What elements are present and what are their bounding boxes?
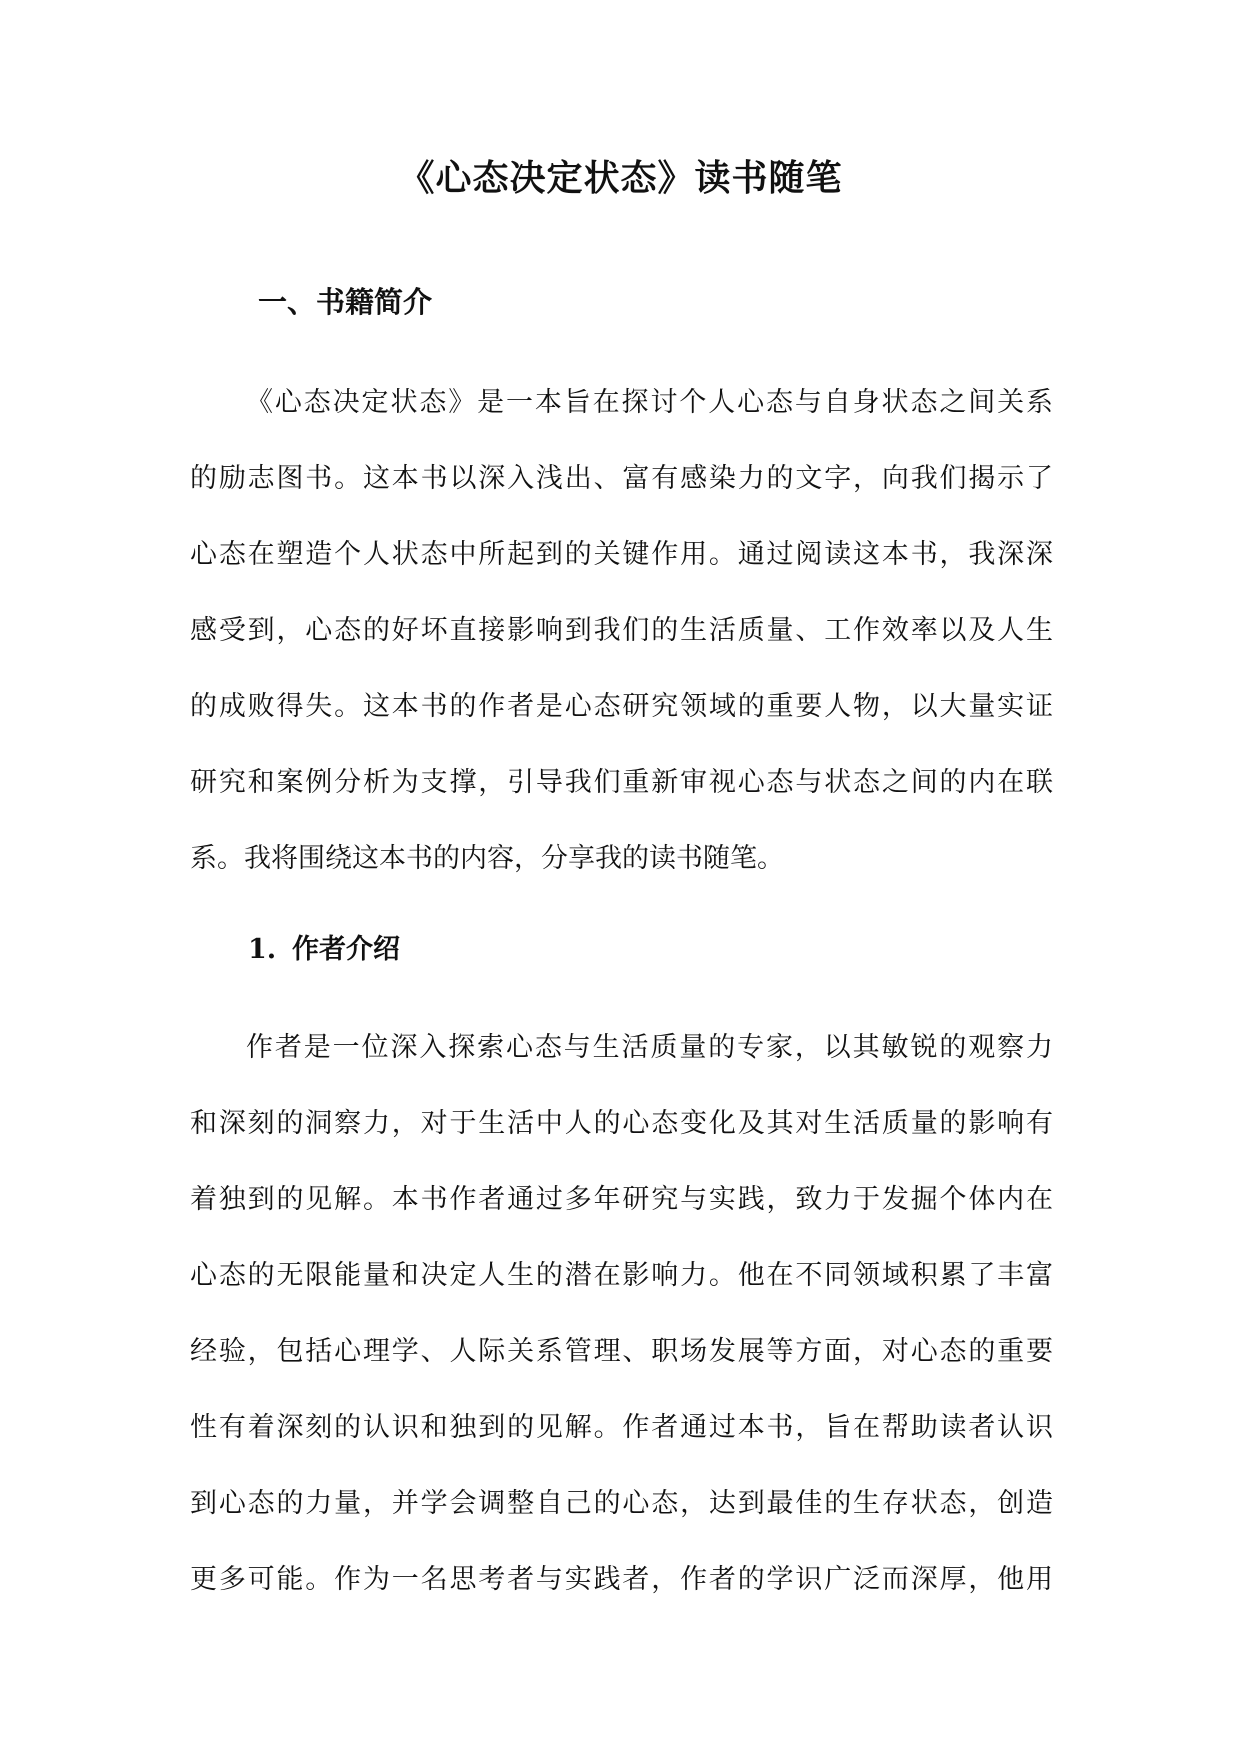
paragraph-line: 感受到，心态的好坏直接影响到我们的生活质量、工作效率以及人生 [190, 615, 1053, 646]
paragraph-line: 着独到的见解。本书作者通过多年研究与实践，致力于发掘个体内在 [190, 1184, 1053, 1215]
paragraph-line: 研究和案例分析为支撑，引导我们重新审视心态与状态之间的内在联 [190, 767, 1053, 798]
subsection-number: 1. [248, 934, 277, 965]
document-title: 《心态决定状态》读书随笔 [398, 157, 843, 199]
paragraph-line: 作者是一位深入探索心态与生活质量的专家，以其敏锐的观察力 [246, 1032, 1053, 1063]
paragraph-line: 到心态的力量，并学会调整自己的心态，达到最佳的生存状态，创造 [190, 1488, 1053, 1519]
paragraph-line: 心态在塑造个人状态中所起到的关键作用。通过阅读这本书，我深深 [190, 539, 1053, 570]
subsection-heading-author-intro [248, 928, 400, 972]
paragraph-line: 性有着深刻的认识和独到的见解。作者通过本书，旨在帮助读者认识 [190, 1412, 1053, 1443]
section-heading-book-intro: 一、书籍简介 [258, 285, 433, 319]
paragraph-author-intro [190, 1010, 1053, 1618]
paragraph-line: 经验，包括心理学、人际关系管理、职场发展等方面，对心态的重要 [190, 1336, 1053, 1367]
paragraph-book-intro [190, 365, 1053, 897]
paragraph-line: 和深刻的洞察力，对于生活中人的心态变化及其对生活质量的影响有 [190, 1108, 1053, 1139]
paragraph-line: 的成败得失。这本书的作者是心态研究领域的重要人物，以大量实证 [190, 691, 1053, 722]
paragraph-line: 系。我将围绕这本书的内容，分享我的读书随笔。 [190, 843, 784, 874]
paragraph-line: 的励志图书。这本书以深入浅出、富有感染力的文字，向我们揭示了 [190, 463, 1053, 494]
paragraph-line: 《心态决定状态》是一本旨在探讨个人心态与自身状态之间关系 [246, 387, 1053, 418]
paragraph-line: 心态的无限能量和决定人生的潜在影响力。他在不同领域积累了丰富 [190, 1260, 1053, 1291]
subsection-title: 作者介绍 [292, 934, 400, 965]
paragraph-line: 更多可能。作为一名思考者与实践者，作者的学识广泛而深厚，他用 [190, 1564, 1053, 1595]
